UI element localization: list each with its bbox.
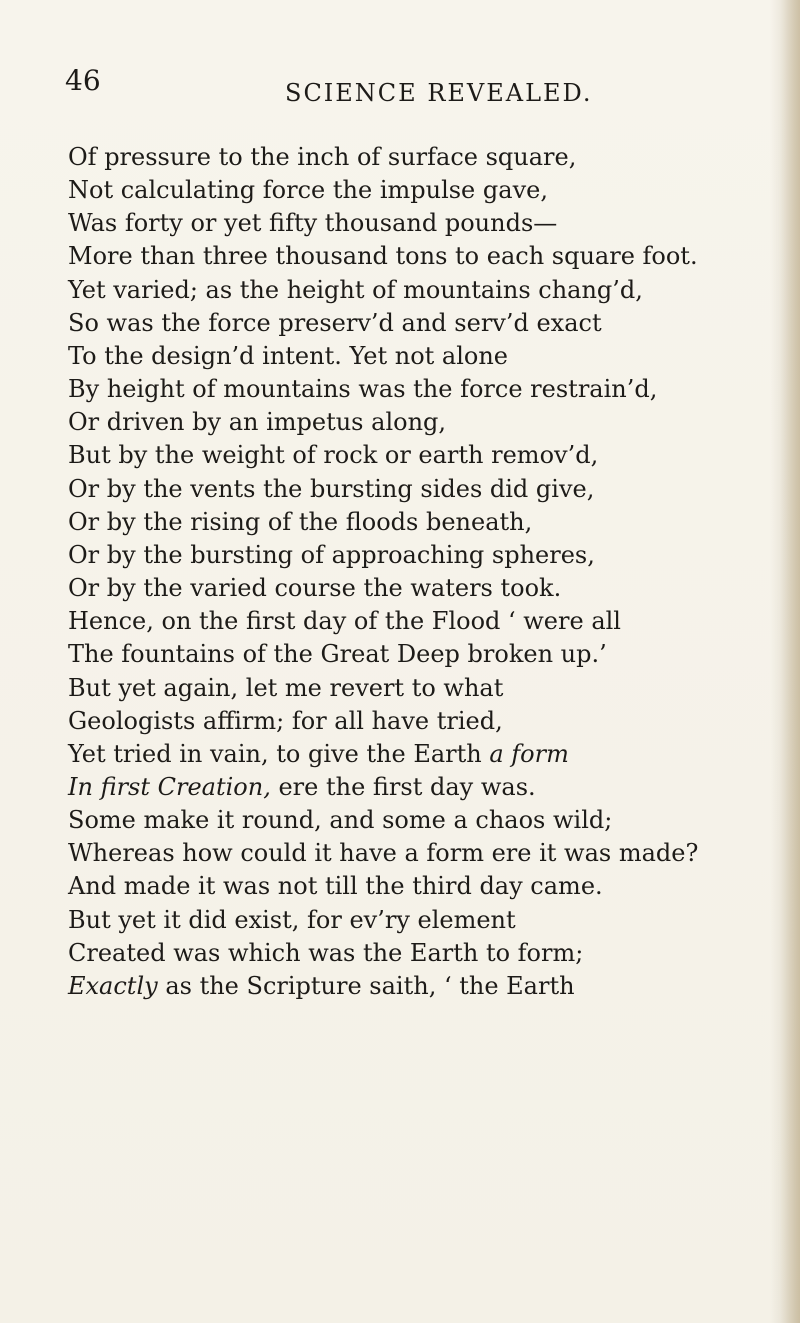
poem-line: Some make it round, and some a chaos wild; [68,806,613,835]
poem-line: Yet varied; as the height of mountains chang’d, [68,275,643,304]
poem-line: Whereas how could it have a form ere it was made? [68,839,699,868]
poem-line-with-italic [68,771,793,804]
poem-line: But by the weight of rock or earth remov’d, [68,441,599,470]
italic-phrase: Exactly [68,971,158,1000]
poem-line-with-italic [68,970,793,1003]
poem-line: The fountains of the Great Deep broken up.’ [68,640,607,669]
poem-line: By height of mountains was the force restrain’d, [68,375,658,404]
poem-text [68,141,793,1003]
running-head: SCIENCE REVEALED. [285,79,593,107]
poem-line: Not calculating force the impulse gave, [68,176,548,205]
poem-line: Or by the bursting of approaching spheres, [68,540,595,569]
italic-phrase: a form [489,739,569,768]
poem-line-text: as the Scripture saith, ‘ the Earth [157,971,575,1000]
poem-line-text: Yet tried in vain, to give the Earth [68,739,490,768]
poem-line: And made it was not till the third day came. [68,872,603,901]
poem-line: Was forty or yet fifty thousand pounds— [68,209,558,238]
poem-line: Or driven by an impetus along, [68,408,447,437]
poem-line: Of pressure to the inch of surface square, [68,143,577,171]
poem-line: Hence, on the first day of the Flood ‘ were all [68,607,621,636]
poem-line: Created was which was the Earth to form; [68,938,584,967]
poem-line: Or by the vents the bursting sides did give, [68,474,595,503]
poem-line: But yet it did exist, for ev’ry element [68,905,516,934]
poem-line-with-italic [68,738,793,771]
italic-phrase: In first Creation, [68,772,271,801]
poem-line: So was the force preserv’d and serv’d exact [68,308,602,337]
poem-line: But yet again, let me revert to what [68,673,504,702]
poem-line: Or by the varied course the waters took. [68,574,562,603]
poem-line: Or by the rising of the floods beneath, [68,507,533,536]
poem-line: Geologists affirm; for all have tried, [68,706,503,735]
page-number: 46 [65,64,101,97]
poem-line-text: ere the first day was. [270,772,536,801]
poem-line: To the design’d intent. Yet not alone [68,341,509,370]
poem-line: More than three thousand tons to each square foot. [68,242,698,271]
